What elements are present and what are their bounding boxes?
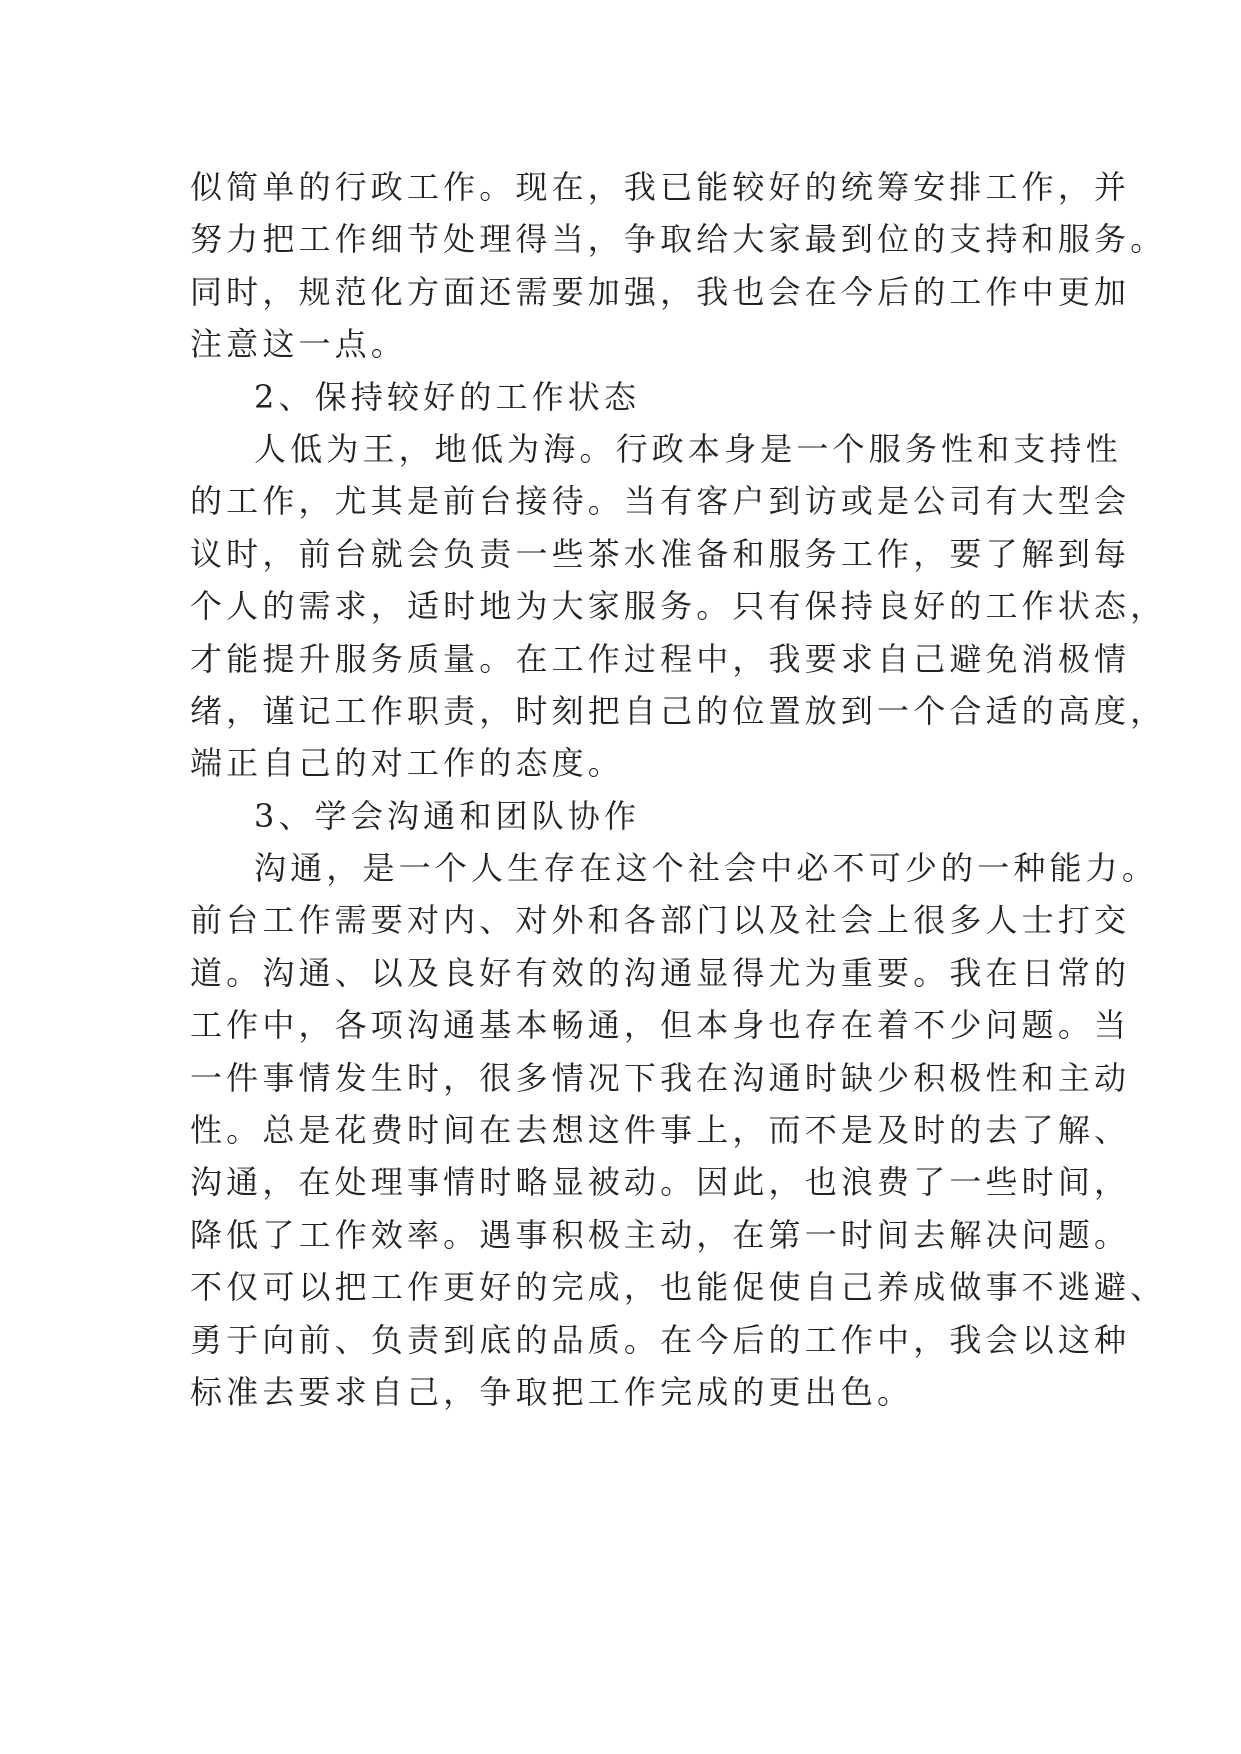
text-line: 勇于向前、负责到底的品质。在今后的工作中，我会以这种 [190, 1320, 1131, 1359]
text-line: 性。总是花费时间在去想这件事上，而不是及时的去了解、 [190, 1111, 1131, 1150]
text-line: 前台工作需要对内、对外和各部门以及社会上很多人士打交 [190, 901, 1131, 940]
text-line: 不仅可以把工作更好的完成，也能促使自己养成做事不逃避、 [190, 1268, 1167, 1307]
text-line: 一件事情发生时，很多情况下我在沟通时缺少积极性和主动 [190, 1058, 1131, 1097]
text-line: 努力把工作细节处理得当，争取给大家最到位的支持和服务。 [190, 220, 1167, 259]
text-line: 工作中，各项沟通基本畅通，但本身也存在着不少问题。当 [190, 1006, 1131, 1045]
text-line: 沟通，是一个人生存在这个社会中必不可少的一种能力。 [254, 849, 1159, 888]
text-line: 绪，谨记工作职责，时刻把自己的位置放到一个合适的高度， [190, 691, 1167, 730]
text-line: 标准去要求自己，争取把工作完成的更出色。 [190, 1372, 914, 1411]
text-line: 降低了工作效率。遇事积极主动，在第一时间去解决问题。 [190, 1215, 1131, 1254]
text-line: 才能提升服务质量。在工作过程中，我要求自己避免消极情 [190, 639, 1131, 678]
text-line: 沟通，在处理事情时略显被动。因此，也浪费了一些时间， [190, 1163, 1131, 1202]
text-line: 似简单的行政工作。现在，我已能较好的统筹安排工作，并 [190, 168, 1131, 206]
text-line: 的工作，尤其是前台接待。当有客户到访或是公司有大型会 [190, 482, 1131, 521]
text-line: 注意这一点。 [190, 325, 407, 364]
text-line: 人低为王，地低为海。行政本身是一个服务性和支持性 [254, 429, 1122, 468]
text-line: 个人的需求，适时地为大家服务。只有保持良好的工作状态， [190, 587, 1167, 626]
text-line: 议时，前台就会负责一些茶水准备和服务工作，要了解到每 [190, 534, 1131, 573]
document-body [190, 161, 1167, 1418]
section-heading: 3、学会沟通和团队协作 [254, 796, 641, 835]
text-line: 同时，规范化方面还需要加强，我也会在今后的工作中更加 [190, 272, 1131, 311]
text-line: 端正自己的对工作的态度。 [190, 744, 624, 783]
section-heading: 2、保持较好的工作状态 [254, 377, 641, 416]
text-line: 道。沟通、以及良好有效的沟通显得尤为重要。我在日常的 [190, 953, 1131, 992]
